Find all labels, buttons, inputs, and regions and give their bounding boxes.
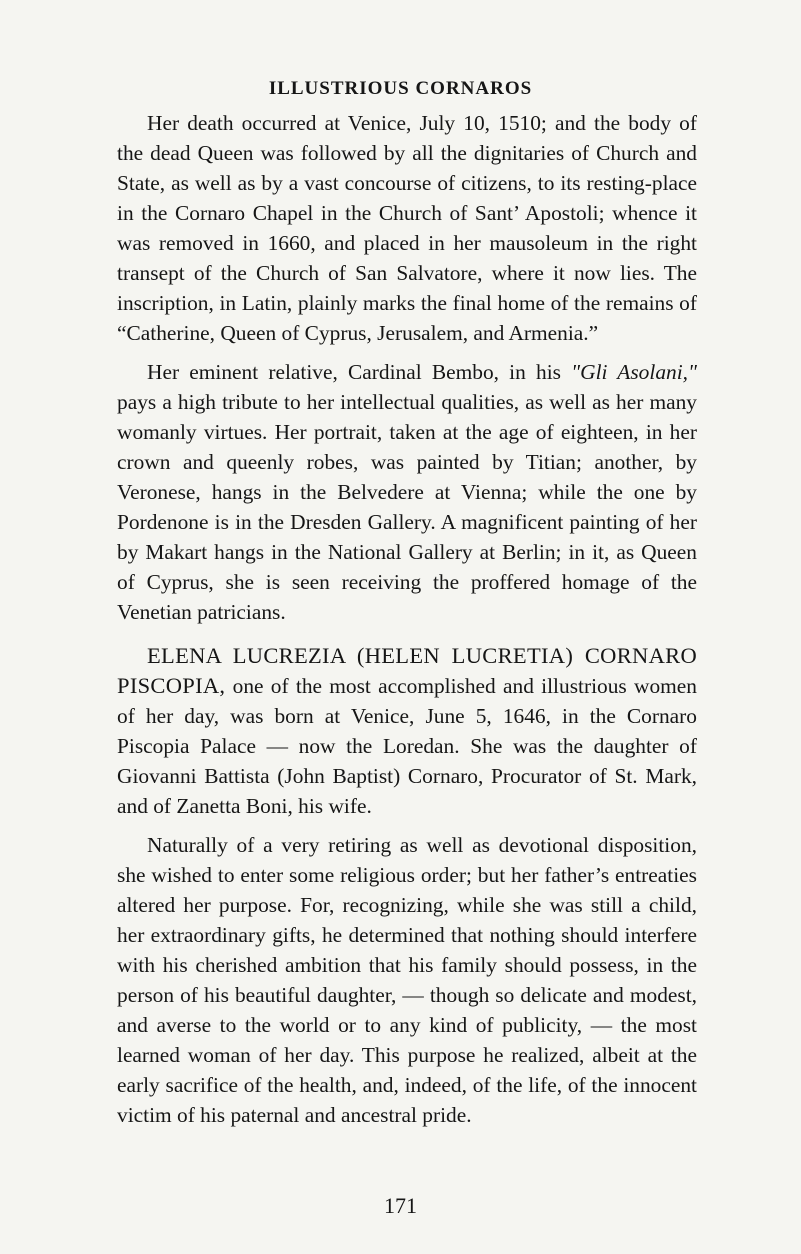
page-number: 171: [384, 1193, 417, 1218]
paragraph-2: [117, 357, 697, 627]
paragraph-3-body: one of the most accomplished and illustrious women of her day, was born at Venice, June 5, 1646, in the Cornaro Piscopia Palace — now the Loredan. She was the daughter of Giovanni Battista (John Baptist) Cornaro, Procurator of St. Mark, and of Zanetta Boni, his wife.: [117, 674, 697, 818]
book-title-gli-asolani: "Gli Asolani,": [571, 360, 697, 384]
section-heading-name: ELENA LUCREZIA (HELEN LUCRETIA) CORNARO PISCOPIA,: [117, 643, 697, 698]
paragraph-2-lead: Her eminent relative, Cardinal Bembo, in his: [147, 360, 572, 384]
running-head: ILLUSTRIOUS CORNAROS: [268, 78, 533, 99]
body-text: [117, 108, 697, 1130]
paragraph-2-body: pays a high tribute to her intellectual qualities, as well as her many womanly virtues. Her portrait, taken at the age of eighteen, in her crown and queenly robes, was painted by Titian; another, by Veronese, hangs in the Belvedere at Vienna; while the one by Pordenone is in the Dresden Gallery. A magnificent painting of her by Makart hangs in the National Gallery at Berlin; in it, as Queen of Cyprus, she is seen receiving the proffered homage of the Venetian patricians.: [117, 390, 697, 624]
paragraph-1: Her death occurred at Venice, July 10, 1510; and the body of the dead Queen was followed by all the dignitaries of Church and State, as well as by a vast concourse of citizens, to its resting-place in the Cornaro Chapel in the Church of Sant’ Apostoli; whence it was removed in 1660, and placed in her mausoleum in the right transept of the Church of San Salvatore, where it now lies. The inscription, in Latin, plainly marks the final home of the remains of “Catherine, Queen of Cyprus, Jerusalem, and Armenia.”: [117, 111, 697, 345]
paragraph-4: Naturally of a very retiring as well as devotional disposition, she wished to enter some religious order; but her father’s entreaties altered her purpose. For, recognizing, while she was still a child, her extraordinary gifts, he determined that nothing should interfere with his cherished ambition that his family should possess, in the person of his beautiful daughter, — though so delicate and modest, and averse to the world or to any kind of publicity, — the most learned woman of her day. This purpose he realized, albeit at the early sacrifice of the health, and, indeed, of the life, of the innocent victim of his paternal and ancestral pride.: [117, 833, 697, 1127]
paragraph-3: [117, 641, 697, 821]
